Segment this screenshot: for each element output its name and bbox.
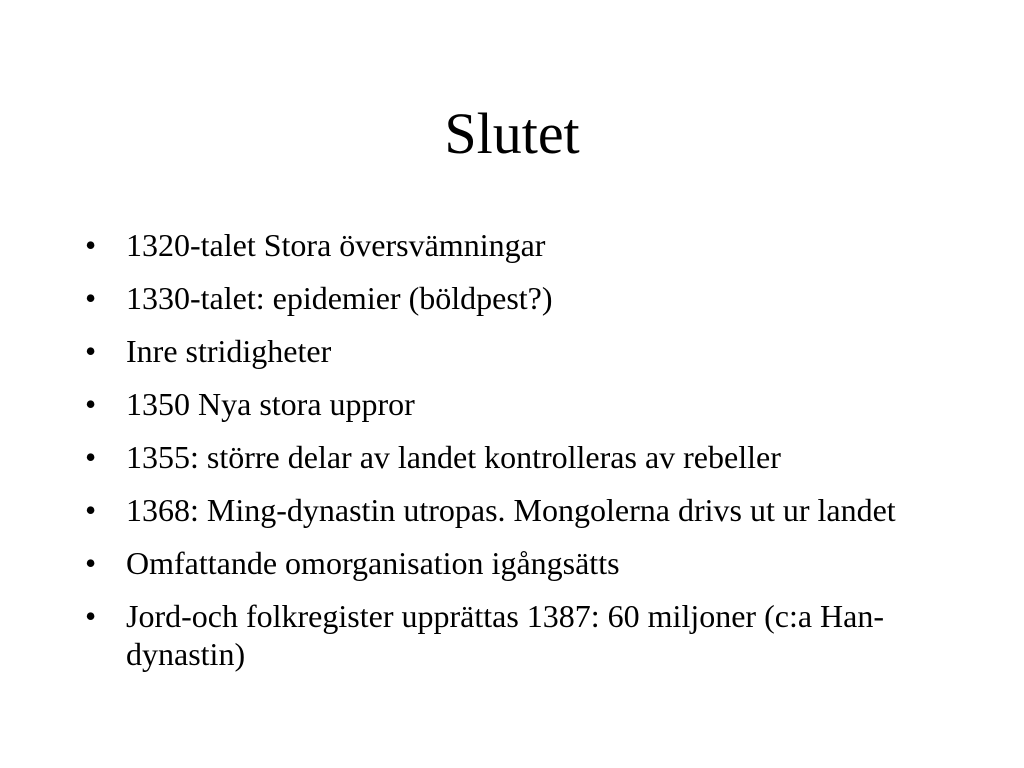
list-item — [85, 279, 965, 317]
list-item — [85, 226, 965, 264]
bullet-text: Inre stridigheter — [126, 333, 332, 369]
bullet-text: 1355: större delar av landet kontrolleras av rebeller — [126, 439, 781, 475]
bullet-icon: • — [85, 280, 97, 316]
bullet-icon: • — [85, 227, 97, 263]
list-item — [85, 491, 965, 529]
list-item — [85, 544, 965, 582]
slide-title: Slutet — [444, 101, 580, 166]
list-item — [85, 438, 965, 476]
bullet-text: Jord-och folkregister upprättas 1387: 60 miljoner (c:a Han-dynastin) — [126, 598, 884, 672]
bullet-text: 1330-talet: epidemier (böldpest?) — [126, 280, 553, 316]
list-item — [85, 332, 965, 370]
bullet-list — [85, 226, 965, 688]
bullet-text: 1320-talet Stora översvämningar — [126, 227, 546, 263]
bullet-icon: • — [85, 439, 97, 475]
bullet-icon: • — [85, 545, 97, 581]
bullet-icon: • — [85, 333, 97, 369]
bullet-icon: • — [85, 492, 97, 528]
bullet-text: 1350 Nya stora uppror — [126, 386, 415, 422]
list-item — [85, 385, 965, 423]
bullet-text: Omfattande omorganisation igångsätts — [126, 545, 620, 581]
bullet-icon: • — [85, 598, 97, 634]
bullet-text: 1368: Ming-dynastin utropas. Mongolerna drivs ut ur landet — [126, 492, 896, 528]
bullet-icon: • — [85, 386, 97, 422]
list-item — [85, 597, 965, 673]
